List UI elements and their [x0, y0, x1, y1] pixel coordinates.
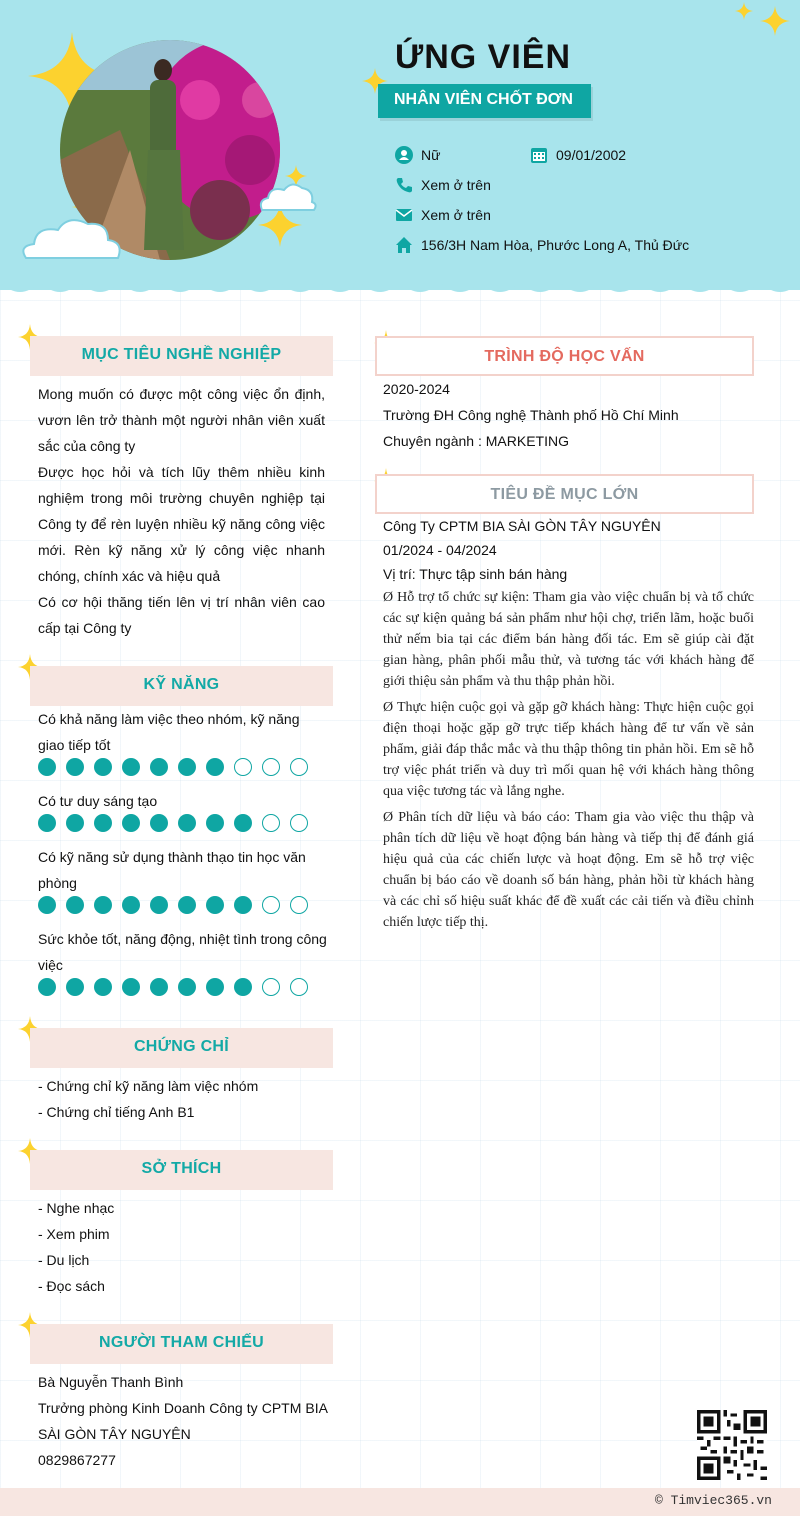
- rating-dot-filled: [206, 896, 224, 914]
- rating-dot-filled: [178, 896, 196, 914]
- qr-code: [697, 1410, 767, 1480]
- rating-dot-empty: [262, 758, 280, 776]
- objective-paragraph: Có cơ hội thăng tiến lên vị trí nhân viên cao cấp tại Công ty: [38, 594, 325, 636]
- experience-header: [383, 514, 753, 586]
- star-decoration-icon: [735, 2, 753, 20]
- skill-name: Có tư duy sáng tạo: [38, 793, 158, 809]
- star-decoration-icon: [760, 6, 790, 36]
- experience-paragraph: Ø Thực hiện cuộc gọi và gặp gỡ khách hàng: Thực hiện cuộc gọi điện thoại hoặc gặp gỡ trực tiếp khách hàng để tư vấn về sản phẩm, giải đáp thắc mắc và thu thập thông tin phản hồi. Em sẽ hỗ trợ việc phát triển và duy trì mối quan hệ với khách hàng thông qua việc tương tác và lắng nghe.: [383, 700, 754, 799]
- references-block: [38, 1369, 328, 1473]
- list-item: - Xem phim: [38, 1226, 110, 1242]
- address-value: 156/3H Nam Hòa, Phước Long A, Thủ Đức: [421, 237, 690, 253]
- rating-dot-filled: [94, 814, 112, 832]
- objective-paragraph: Mong muốn có được một công việc ổn định, vươn lên trở thành một người nhân viên xuất sắc của công ty: [38, 386, 325, 454]
- cloud-decoration-icon: [258, 178, 318, 214]
- rating-dot-filled: [234, 896, 252, 914]
- rating-dot-filled: [178, 978, 196, 996]
- objective-paragraph: Được học hỏi và tích lũy thêm nhiều kinh nghiệm trong môi trường chuyên nghiệp tại Công ty để rèn luyện nhiều kỹ năng công việc mới. Rèn kỹ năng xử lý công việc nhanh chóng, chính xác và hiệu quả: [38, 464, 325, 584]
- home-icon: [395, 236, 413, 254]
- address-row: [395, 236, 689, 254]
- hobbies-section-title: SỞ THÍCH: [30, 1150, 333, 1190]
- experience-description: [383, 587, 754, 933]
- education-section-title: TRÌNH ĐỘ HỌC VẤN: [375, 336, 754, 376]
- education-period: 2020-2024: [383, 381, 450, 397]
- phone-icon: [395, 176, 413, 194]
- rating-dot-filled: [206, 978, 224, 996]
- rating-dot-empty: [290, 896, 308, 914]
- rating-dot-filled: [94, 758, 112, 776]
- rating-dot-filled: [150, 896, 168, 914]
- candidate-name: ỨNG VIÊN: [395, 38, 572, 76]
- experience-period: 01/2024 - 04/2024: [383, 542, 497, 558]
- reference-phone: 0829867277: [38, 1452, 116, 1468]
- rating-dot-filled: [234, 814, 252, 832]
- copyright-text: © Timviec365.vn: [654, 1493, 772, 1508]
- education-major: Chuyên ngành : MARKETING: [383, 433, 569, 449]
- rating-dot-filled: [122, 814, 140, 832]
- rating-dot-filled: [122, 978, 140, 996]
- rating-dot-filled: [94, 896, 112, 914]
- rating-dot-filled: [234, 978, 252, 996]
- skill-name: Có kỹ năng sử dụng thành thạo tin học văn phòng: [38, 849, 306, 891]
- objective-text: [38, 381, 325, 641]
- birthday-row: [530, 146, 626, 164]
- rating-dot-empty: [290, 978, 308, 996]
- skills-section-title: KỸ NĂNG: [30, 666, 333, 706]
- calendar-icon: [530, 146, 548, 164]
- birthday-value: 09/01/2002: [556, 147, 627, 163]
- rating-dot-filled: [178, 814, 196, 832]
- skill-rating: [38, 978, 308, 996]
- header-scallop-edge: [0, 262, 800, 302]
- skill-rating: [38, 814, 308, 832]
- experience-role: Vị trí: Thực tập sinh bán hàng: [383, 566, 568, 582]
- list-item: - Đọc sách: [38, 1278, 105, 1294]
- rating-dot-empty: [262, 814, 280, 832]
- rating-dot-filled: [150, 814, 168, 832]
- rating-dot-empty: [290, 814, 308, 832]
- gender-value: Nữ: [421, 147, 441, 163]
- email-value: Xem ở trên: [421, 207, 491, 223]
- rating-dot-empty: [234, 758, 252, 776]
- rating-dot-filled: [150, 978, 168, 996]
- certificates-section-title: CHỨNG CHỈ: [30, 1028, 333, 1068]
- phone-value: Xem ở trên: [421, 177, 491, 193]
- list-item: - Nghe nhạc: [38, 1200, 115, 1216]
- objective-section-title: MỤC TIÊU NGHỀ NGHIỆP: [30, 336, 333, 376]
- user-icon: [395, 146, 413, 164]
- gender-row: [395, 146, 440, 164]
- job-position-badge: NHÂN VIÊN CHỐT ĐƠN: [378, 84, 591, 118]
- rating-dot-filled: [38, 896, 56, 914]
- list-item: - Chứng chỉ tiếng Anh B1: [38, 1104, 195, 1120]
- education-school: Trường ĐH Công nghệ Thành phố Hồ Chí Minh: [383, 407, 679, 423]
- reference-role: Trưởng phòng Kinh Doanh Công ty CPTM BIA SÀI GÒN TÂY NGUYÊN: [38, 1400, 328, 1442]
- rating-dot-filled: [178, 758, 196, 776]
- reference-name: Bà Nguyễn Thanh Bình: [38, 1374, 184, 1390]
- references-section-title: NGƯỜI THAM CHIẾU: [30, 1324, 333, 1364]
- education-block: [383, 376, 753, 454]
- skill-name: Có khả năng làm việc theo nhóm, kỹ năng giao tiếp tốt: [38, 711, 300, 753]
- rating-dot-filled: [206, 814, 224, 832]
- skill-rating: [38, 896, 308, 914]
- experience-paragraph: Ø Hỗ trợ tổ chức sự kiện: Tham gia vào việc chuẩn bị và tổ chức các sự kiện quảng bá sản phẩm như hội chợ, triển lãm, hoặc buổi thử nếm bia tại các điểm bán hàng đối tác. Em sẽ giúp cài đặt gian hàng, phân phối mẫu thử, và tương tác với khách hàng để giới thiệu sản phẩm và thu thập phản hồi.: [383, 590, 754, 689]
- rating-dot-empty: [262, 978, 280, 996]
- rating-dot-filled: [122, 896, 140, 914]
- phone-row: [395, 176, 491, 194]
- hobbies-list: [38, 1195, 328, 1299]
- rating-dot-empty: [290, 758, 308, 776]
- skill-rating: [38, 758, 308, 776]
- rating-dot-filled: [66, 978, 84, 996]
- rating-dot-filled: [66, 758, 84, 776]
- rating-dot-filled: [94, 978, 112, 996]
- skill-name: Sức khỏe tốt, năng động, nhiệt tình trong công việc: [38, 931, 327, 973]
- rating-dot-filled: [150, 758, 168, 776]
- list-item: - Chứng chỉ kỹ năng làm việc nhóm: [38, 1078, 259, 1094]
- email-row: [395, 206, 491, 224]
- experience-section-title: TIÊU ĐỀ MỤC LỚN: [375, 474, 754, 514]
- rating-dot-filled: [206, 758, 224, 776]
- rating-dot-filled: [122, 758, 140, 776]
- cloud-decoration-icon: [18, 212, 126, 264]
- rating-dot-filled: [38, 814, 56, 832]
- rating-dot-filled: [38, 758, 56, 776]
- email-icon: [395, 206, 413, 224]
- rating-dot-empty: [262, 896, 280, 914]
- rating-dot-filled: [66, 814, 84, 832]
- rating-dot-filled: [38, 978, 56, 996]
- experience-company: Công Ty CPTM BIA SÀI GÒN TÂY NGUYÊN: [383, 518, 661, 534]
- certificates-list: [38, 1073, 328, 1125]
- list-item: - Du lịch: [38, 1252, 90, 1268]
- rating-dot-filled: [66, 896, 84, 914]
- experience-paragraph: Ø Phân tích dữ liệu và báo cáo: Tham gia vào việc thu thập và phân tích dữ liệu về hoạt động bán hàng và tiếp thị để đánh giá hiệu quả của các chiến lược và hoạt động. Em sẽ hỗ trợ việc chuẩn bị báo cáo về doanh số bán hàng, phản hồi từ khách hàng và các chỉ số hiệu suất khác để đề xuất các cải tiến và điều chỉnh chiến lược tiếp thị.: [383, 810, 754, 930]
